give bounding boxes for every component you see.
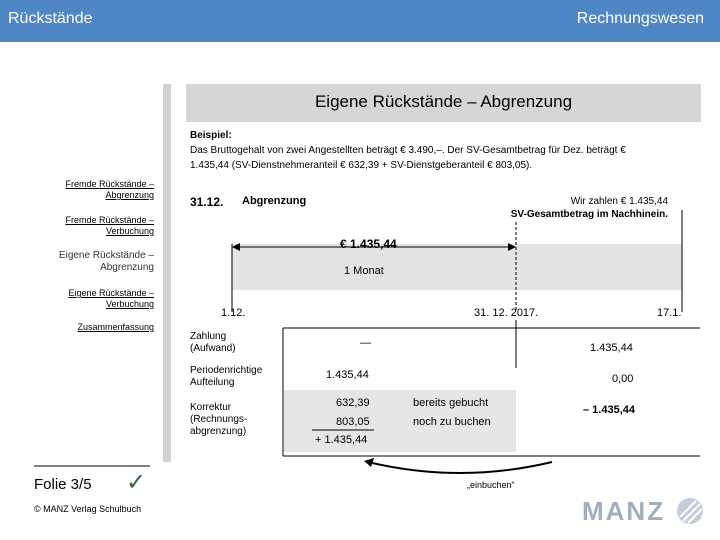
nav-item-label: Fremde Rückstände – xyxy=(65,215,154,225)
date-start: 1.12. xyxy=(221,307,246,319)
payment-note xyxy=(470,195,668,221)
arc-arrow-icon xyxy=(364,458,374,467)
nav-item-label: Verbuchung xyxy=(105,226,154,236)
row-label-line: abgrenzung) xyxy=(190,426,247,437)
nav-item-label: Fremde Rückstände – xyxy=(65,179,154,189)
row-label-line: (Aufwand) xyxy=(190,343,236,354)
row3-sum: + 1.435,44 xyxy=(315,434,368,446)
row-label-line: (Rechnungs- xyxy=(190,414,248,425)
row3-value-2: 803,05 xyxy=(336,416,370,428)
example-line-1: Das Bruttogehalt von zwei Angestellten beträgt € 3.490,–. Der SV-Gesamtbetrag für Dez. beträgt € xyxy=(190,145,626,156)
row1-mid-value: — xyxy=(360,337,371,349)
payment-note-line-2: SV-Gesamtbetrag im Nachhinein. xyxy=(510,209,668,220)
arrow-left-icon xyxy=(232,243,240,251)
example-label: Beispiel: xyxy=(190,130,232,141)
payment-note-line-1: Wir zahlen € 1.435,44 xyxy=(570,196,668,207)
nav-item-label: Eigene Rückstände – xyxy=(68,288,154,298)
header-left-title: Rückstände xyxy=(8,10,93,27)
nav-item-label: Abgrenzung xyxy=(105,190,154,200)
row-label-line: Zahlung xyxy=(190,331,227,342)
row-label-zahlung xyxy=(190,331,236,355)
date-cutoff: 31. 12. 2017. xyxy=(474,307,539,319)
manz-stripes-icon xyxy=(676,497,704,525)
balance-date: 31.12. xyxy=(190,195,224,209)
row3-note-1: bereits gebucht xyxy=(413,397,489,409)
copyright: © MANZ Verlag Schulbuch xyxy=(34,504,142,514)
nav-item-label: Zusammenfassung xyxy=(77,322,154,332)
einbuchen-arc xyxy=(368,462,552,473)
example-line-2: 1.435,44 (SV-Dienstnehmeranteil € 632,39 + SV-Dienstgeberanteil € 803,05). xyxy=(190,160,533,171)
nav-item-label: Verbuchung xyxy=(105,299,154,309)
arrow-right-icon xyxy=(508,243,516,251)
slide-title: Eigene Rückstände – Abgrenzung xyxy=(314,92,573,111)
slide-number: Folie 3/5 xyxy=(34,476,92,493)
nav-item-label: Eigene Rückstände – xyxy=(58,250,154,261)
row2-mid-value: 1.435,44 xyxy=(326,369,369,381)
period-amount: € 1.435,44 xyxy=(340,237,397,251)
row2-right-value: 0,00 xyxy=(612,373,634,385)
row3-note-2: noch zu buchen xyxy=(413,416,491,428)
row-label-line: Korrektur xyxy=(190,402,232,413)
row-label-korrektur xyxy=(190,402,247,438)
row3-right-value: – 1.435,44 xyxy=(583,404,635,416)
period-length: 1 Monat xyxy=(344,265,384,277)
nav-item-label: Abgrenzung xyxy=(100,262,154,273)
row-label-periodenrichtig xyxy=(190,365,262,389)
check-icon[interactable]: ✓ xyxy=(126,469,147,496)
header-right-title: Rechnungswesen xyxy=(576,10,704,27)
row-label-line: Aufteilung xyxy=(190,377,235,388)
row1-right-value: 1.435,44 xyxy=(590,342,633,354)
section-label: Abgrenzung xyxy=(242,195,307,207)
row3-value-1: 632,39 xyxy=(336,397,370,409)
row-label-line: Periodenrichtige xyxy=(190,365,263,376)
arc-label: „einbuchen“ xyxy=(467,480,515,490)
manz-logo: MANZ xyxy=(582,496,666,526)
date-payment: 17.1. xyxy=(657,307,682,319)
